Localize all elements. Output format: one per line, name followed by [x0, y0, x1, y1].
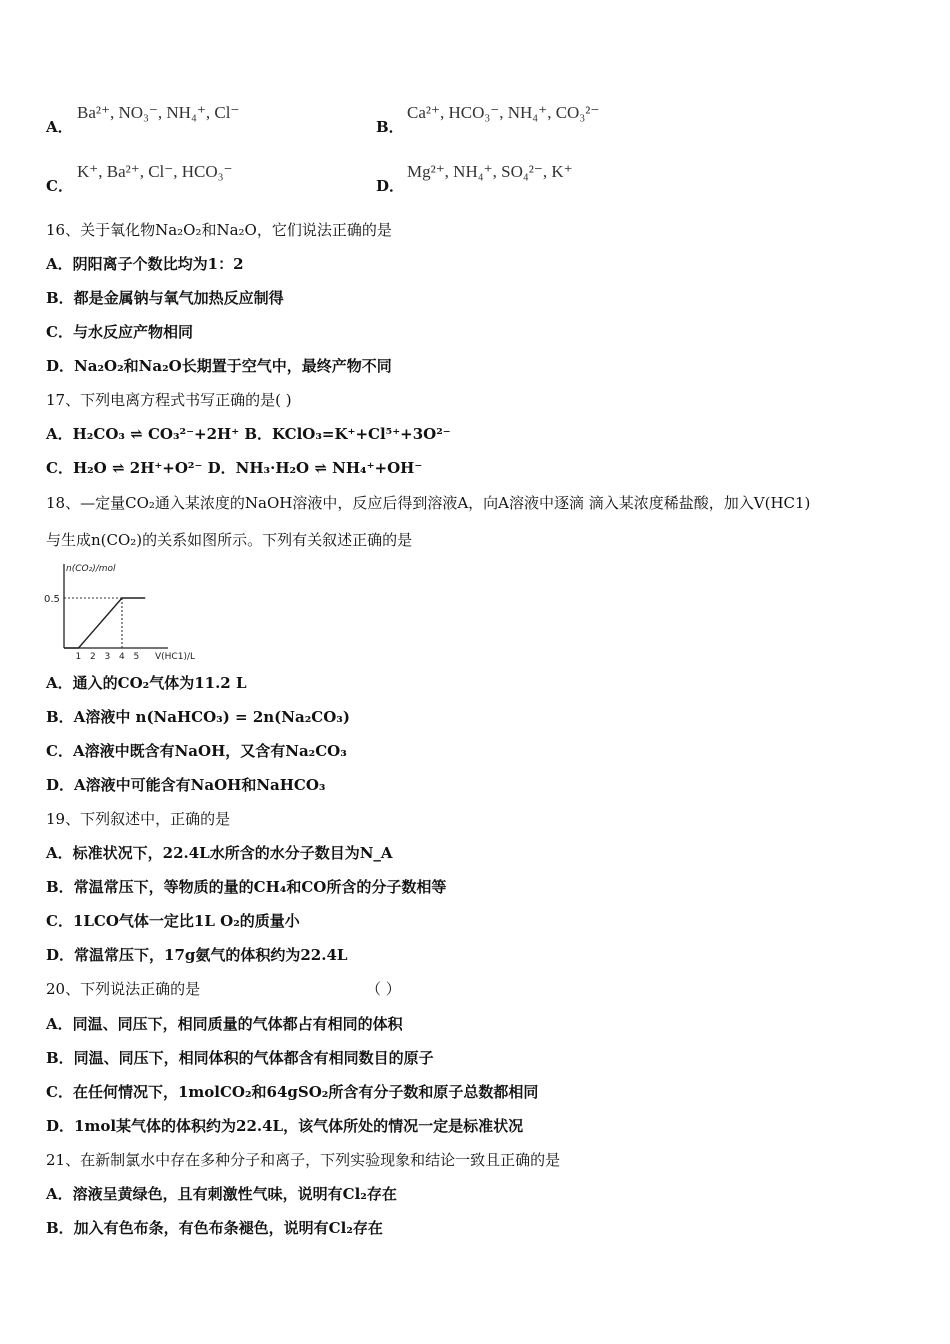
q18-option-a: A．通入的CO₂气体为11.2 L	[46, 674, 247, 692]
q15-option-d-ions: Mg²⁺, NH₄⁺, SO₄²⁻, K⁺	[407, 162, 573, 181]
q20-stem: 20、下列说法正确的是	[46, 980, 201, 998]
q21-stem: 21、在新制氯水中存在多种分子和离子，下列实验现象和结论一致且正确的是	[46, 1151, 561, 1169]
q19-option-a: A．标准状况下，22.4L水所含的水分子数目为N_A	[46, 844, 393, 862]
q19-option-d: D．常温常压下，17g氨气的体积约为22.4L	[46, 946, 348, 964]
dashed-guides	[64, 598, 122, 648]
x-tick-1: 1	[75, 652, 82, 662]
y-axis-label: n(CO₂)/mol	[66, 564, 116, 574]
x-tick-5: 5	[133, 652, 140, 662]
q20-option-a: A．同温、同压下，相同质量的气体都占有相同的体积	[46, 1015, 403, 1033]
q15-option-b-label: B．	[376, 118, 404, 136]
q15-option-b-ions: Ca²⁺, HCO₃⁻, NH₄⁺, CO₃²⁻	[407, 103, 600, 122]
x-tick-2: 2	[90, 652, 96, 662]
q15-option-d-label: D．	[376, 177, 405, 195]
q17-stem: 17、下列电离方程式书写正确的是( )	[46, 391, 292, 409]
q19-stem: 19、下列叙述中，正确的是	[46, 810, 231, 828]
q18-option-b: B．A溶液中 n(NaHCO₃) = 2n(Na₂CO₃)	[46, 708, 350, 726]
x-tick-labels	[76, 652, 140, 662]
q16-option-c: C．与水反应产物相同	[46, 323, 193, 341]
q15-option-a-label: A．	[46, 118, 73, 136]
q15-option-c-label: C．	[46, 177, 73, 195]
q21-option-b: B．加入有色布条，有色布条褪色，说明有Cl₂存在	[46, 1219, 383, 1237]
y-tick-0-5: 0.5	[44, 594, 60, 605]
q15-option-a-ions: Ba²⁺, NO₃⁻, NH₄⁺, Cl⁻	[77, 103, 240, 122]
q15-option-c-ions: K⁺, Ba²⁺, Cl⁻, HCO₃⁻	[77, 162, 233, 181]
q16-option-a: A．阴阳离子个数比均为1：2	[46, 255, 244, 273]
q19-option-b: B．常温常压下，等物质的量的CH₄和CO所含的分子数相等	[46, 878, 447, 896]
q18-stem-line-1: 18、—定量CO₂通入某浓度的NaOH溶液中，反应后得到溶液A，向A溶液中逐滴 滴入某浓度稀盐酸，加入V(HC1)	[46, 494, 811, 512]
q18-stem-line-2: 与生成n(CO₂)的关系如图所示。下列有关叙述正确的是	[46, 531, 413, 549]
q20-option-c: C．在任何情况下，1molCO₂和64gSO₂所含有分子数和原子总数都相同	[46, 1083, 539, 1101]
q16-stem: 16、关于氧化物Na₂O₂和Na₂O，它们说法正确的是	[46, 221, 392, 239]
co2-series-line	[64, 598, 145, 648]
q20-option-b: B．同温、同压下，相同体积的气体都含有相同数目的原子	[46, 1049, 434, 1067]
q16-option-d: D．Na₂O₂和Na₂O长期置于空气中，最终产物不同	[46, 357, 392, 375]
q19-option-c: C．1LCO气体一定比1L O₂的质量小	[46, 912, 300, 930]
q16-option-b: B．都是金属钠与氧气加热反应制得	[46, 289, 284, 307]
q20-answer-paren: （ ）	[366, 980, 401, 998]
x-axis-label: V(HC1)/L	[155, 652, 196, 662]
q17-options-cd: C．H₂O ⇌ 2H⁺+O²⁻ D．NH₃·H₂O ⇌ NH₄⁺+OH⁻	[46, 459, 423, 477]
q18-option-c: C．A溶液中既含有NaOH，又含有Na₂CO₃	[46, 742, 347, 760]
q21-option-a: A．溶液呈黄绿色，且有刺激性气味，说明有Cl₂存在	[46, 1185, 397, 1203]
x-tick-4: 4	[119, 652, 125, 662]
q18-option-d: D．A溶液中可能含有NaOH和NaHCO₃	[46, 776, 326, 794]
q18-co2-chart	[40, 558, 210, 666]
x-tick-3: 3	[104, 652, 111, 662]
q20-option-d: D．1mol某气体的体积约为22.4L，该气体所处的情况一定是标准状况	[46, 1117, 524, 1135]
q17-options-ab: A．H₂CO₃ ⇌ CO₃²⁻+2H⁺ B．KClO₃=K⁺+Cl⁵⁺+3O²⁻	[46, 425, 451, 443]
